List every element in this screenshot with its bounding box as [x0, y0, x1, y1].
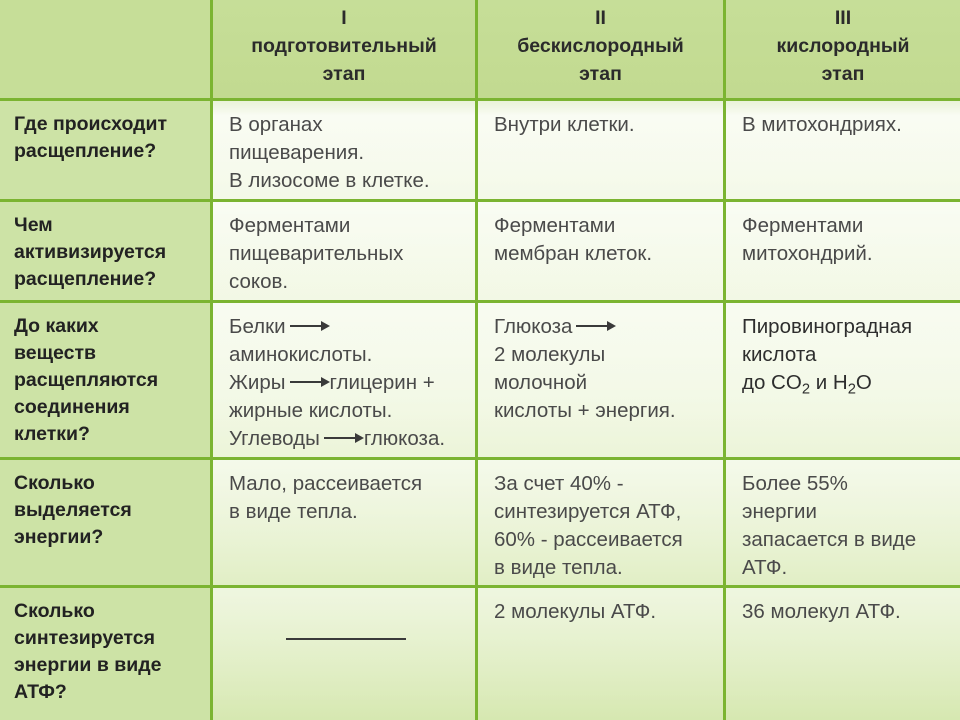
cell-text: Ферментами	[229, 214, 351, 237]
cell-text: Более 55%	[742, 472, 848, 495]
stage-2-name: бескислородный	[517, 35, 684, 57]
row-5-stage-2	[478, 588, 726, 720]
row-2-question-line: активизируется	[14, 241, 167, 263]
row-5-stage-1	[213, 588, 478, 720]
cell-text: АТФ.	[742, 556, 788, 579]
row-4-stage-2	[478, 460, 726, 588]
row-4-stage-3	[726, 460, 960, 588]
stage-3-word: этап	[821, 63, 865, 85]
stage-2-word: этап	[579, 63, 622, 85]
stage-1-number: I	[341, 7, 347, 29]
row-3-question	[0, 303, 213, 460]
row-3-question-line: расщепляются	[14, 369, 159, 391]
row-1-stage-1	[213, 101, 478, 202]
cell-text: пищеварительных	[229, 242, 404, 265]
cell-text: 2 молекулы АТФ.	[494, 600, 657, 623]
cell-line	[229, 369, 463, 397]
row-1-stage-2	[478, 101, 726, 202]
row-2-question-line: Чем	[14, 214, 53, 236]
cell-text: Внутри клетки.	[494, 113, 635, 136]
formula-line	[742, 369, 948, 397]
cell-text: кислоты + энергия.	[494, 399, 676, 422]
cell-text: аминокислоты.	[229, 343, 373, 366]
row-1-stage-3	[726, 101, 960, 202]
row-4-stage-1	[213, 460, 478, 588]
cell-text: в виде тепла.	[229, 500, 358, 523]
row-2-stage-3	[726, 202, 960, 303]
cell-text: жирные кислоты.	[229, 399, 393, 422]
row-5-question-line: АТФ?	[14, 681, 67, 703]
cell-text: 2 молекулы	[494, 343, 606, 366]
header-stage-2	[478, 0, 726, 101]
cell-text: синтезируется АТФ,	[494, 500, 682, 523]
cell-text: кислота	[742, 343, 817, 366]
cell-line	[229, 313, 463, 341]
subscript: 2	[801, 381, 811, 398]
stage-3-name: кислородный	[776, 35, 910, 57]
row-5-question-line: Сколько	[14, 600, 95, 622]
cell-text: 60% - рассеивается	[494, 528, 683, 551]
row-5-question	[0, 588, 213, 720]
cell-text: Пировиноградная	[742, 315, 913, 338]
cell-text: Белки	[229, 315, 286, 338]
stage-2-number: II	[595, 7, 606, 29]
row-3-question-line: До каких	[14, 315, 99, 337]
cell-text: Углеводы	[229, 427, 320, 450]
arrow-right-icon	[324, 437, 362, 439]
empty-dash-line	[286, 638, 406, 640]
cell-text: пищеварения.	[229, 141, 365, 164]
cell-text: Мало, рассеивается	[229, 472, 423, 495]
row-5-stage-3	[726, 588, 960, 720]
header-stage-1	[213, 0, 478, 101]
row-4-question	[0, 460, 213, 588]
cell-text: запасается в виде	[742, 528, 917, 551]
stage-3-number: III	[834, 7, 852, 29]
row-1-question	[0, 101, 213, 202]
cell-text: 36 молекул АТФ.	[742, 600, 901, 623]
arrow-right-icon	[290, 325, 328, 327]
row-1-question-line: Где происходит	[14, 113, 168, 135]
row-4-question-line: энергии?	[14, 526, 104, 548]
header-stage-3	[726, 0, 960, 101]
row-3-stage-2	[478, 303, 726, 460]
cell-text: В митохондриях.	[742, 113, 902, 136]
cell-text: и H	[810, 371, 848, 394]
row-2-question	[0, 202, 213, 303]
cell-text: Ферментами	[742, 214, 864, 237]
cell-text: Глюкоза	[494, 315, 573, 338]
arrow-right-icon	[576, 325, 614, 327]
row-3-question-line: соединения	[14, 396, 130, 418]
row-5-question-line: энергии в виде	[14, 654, 162, 676]
cell-line	[494, 313, 711, 341]
subscript: 2	[847, 381, 856, 398]
row-3-question-line: клетки?	[14, 423, 90, 445]
row-2-stage-2	[478, 202, 726, 303]
cell-text: Ферментами	[494, 214, 616, 237]
cell-text: митохондрий.	[742, 242, 873, 265]
cell-line	[229, 425, 463, 453]
row-3-stage-3	[726, 303, 960, 460]
row-2-stage-1	[213, 202, 478, 303]
cell-text: соков.	[229, 270, 289, 293]
cell-text: O	[855, 371, 872, 394]
cell-text: глюкоза.	[363, 427, 446, 450]
cell-text: молочной	[494, 371, 588, 394]
row-5-question-line: синтезируется	[14, 627, 156, 649]
cell-text: в виде тепла.	[494, 556, 623, 579]
cell-text: энергии	[742, 500, 817, 523]
cell-text: до CO	[742, 371, 802, 394]
stage-1-name: подготовительный	[251, 35, 437, 57]
row-4-question-line: Сколько	[14, 472, 95, 494]
cell-text: мембран клеток.	[494, 242, 653, 265]
row-3-question-line: веществ	[14, 342, 96, 364]
row-1-question-line: расщепление?	[14, 140, 157, 162]
cell-text: В органах	[229, 113, 323, 136]
row-4-question-line: выделяется	[14, 499, 132, 521]
header-corner-cell	[0, 0, 213, 101]
arrow-right-icon	[290, 381, 328, 383]
cell-text: Жиры	[229, 371, 286, 394]
cell-text: глицерин +	[329, 371, 435, 394]
cell-text: В лизосоме в клетке.	[229, 169, 430, 192]
stage-1-word: этап	[322, 63, 366, 85]
row-2-question-line: расщепление?	[14, 268, 157, 290]
row-3-stage-1	[213, 303, 478, 460]
cell-text: За счет 40% -	[494, 472, 624, 495]
